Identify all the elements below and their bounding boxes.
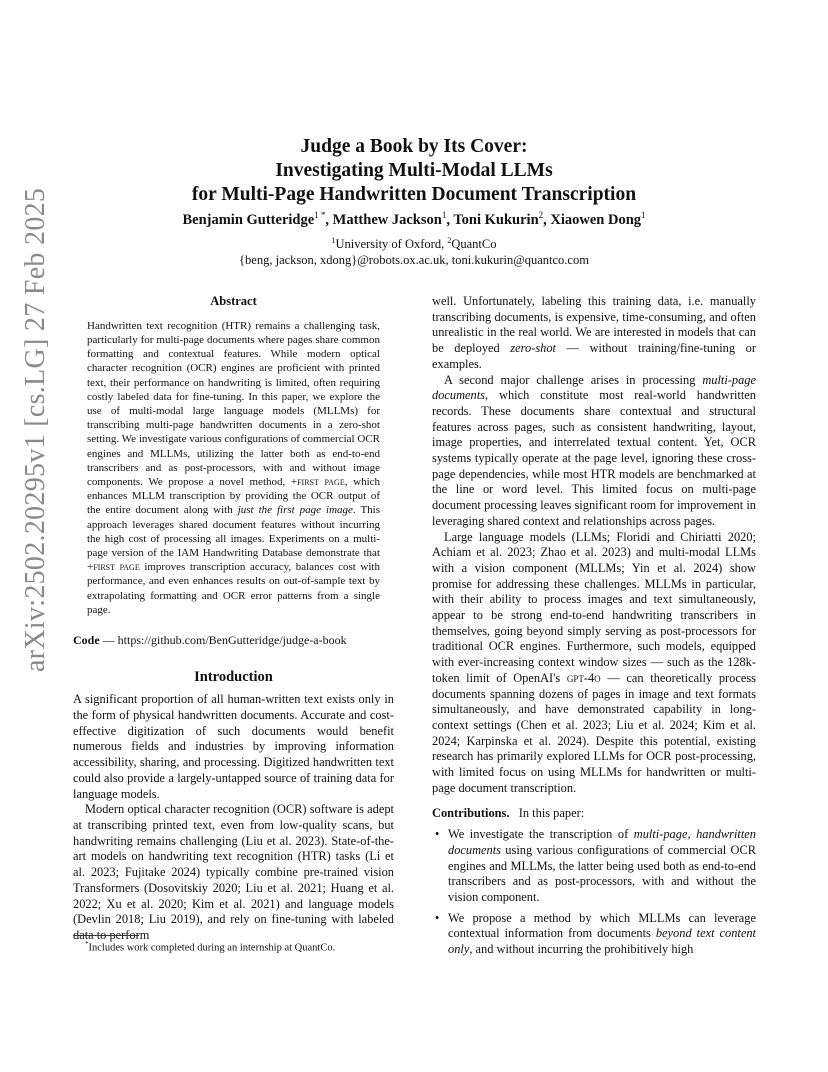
- affiliation-line: [0, 233, 828, 252]
- footnote-rule: [73, 935, 139, 936]
- affil-mark-1: 1: [331, 236, 336, 245]
- affiliations: [0, 233, 828, 268]
- right-column: [432, 294, 756, 963]
- author-3: Toni Kukurin: [453, 211, 539, 228]
- footnote-mark: *: [85, 940, 89, 948]
- method-name: +first page: [290, 475, 345, 488]
- intro-paragraph-1: A significant proportion of all human-written text exists only in the form of physical handwritten documents. Accurate and cost-effective digitization of such documents would benefit numerous fields and industries by improving information accessibility, sharing, and processing. Digitized handwritten text could also provide a largely-untapped source of training data for language models.: [73, 692, 394, 801]
- list-item: [448, 827, 756, 906]
- method-name: +first page: [87, 561, 140, 574]
- text-run: — without training/fine-tuning or examples.: [432, 341, 756, 371]
- title-line-3: for Multi-Page Handwritten Document Transcription: [191, 184, 637, 205]
- text-run: , which constitute most real-world handwritten records. These documents share contextual and structural features across pages, such as consistent handwriting, layout, image properties, and interrelated textual content. Yet, OCR systems typically operate at the page level, ignoring these cross-page dependencies, while most HTR models are benchmarked at the line or word level. This limited focus on multi-page document processing leaves significant room for improvement in leveraging shared context and relationships across pages.: [432, 388, 756, 528]
- author-2-affil: 1: [441, 210, 447, 220]
- affil-oxford: University of Oxford,: [335, 237, 448, 252]
- intro-paragraph-2: Modern optical character recognition (OCR) software is adept at transcribing printed text, even from low-quality scans, but handwriting remains challenging (Liu et al. 2023). State-of-the-art models on handwriting text recognition (HTR) tasks (Li et al. 2023; Fujitake 2024) typically combine pre-trained vision Transformers (Dosovitskiy 2020; Liu et al. 2021; Huang et al. 2022; Xu et al. 2020; Kim et al. 2021) and language models (Devlin 2018; Liu 2019), and rely on fine-tuning with labeled data to perform: [73, 802, 394, 942]
- list-item: [448, 911, 756, 958]
- contributions-intro: [432, 806, 756, 822]
- left-column: [73, 294, 394, 944]
- title-line-1: Judge a Book by Its Cover:: [300, 136, 528, 157]
- arxiv-identifier: arXiv:2502.20295v1 [cs.LG] 27 Feb 2025: [20, 187, 51, 672]
- author-emails: {beng, jackson, xdong}@robots.ox.ac.uk, toni.kukurin@quantco.com: [239, 253, 589, 268]
- abstract-text-4: improves transcription accuracy, balances cost with performance, and even enhances results on out-of-sample text by extrapolating formatting and OCR error patterns from a single page.: [87, 561, 380, 616]
- author-3-affil: 2: [538, 210, 544, 220]
- emphasis: multi-page documents: [432, 372, 756, 403]
- text-run: Large language models (LLMs; Floridi and Chiriatti 2020; Achiam et al. 2023; Zhao et al. 2023) and multi-modal LLMs with a vision component (MLLMs; Yin et al. 2024) show promise for addressing these challenges. MLLMs in particular, with their ability to process images and text simultaneously, appear to be strong end-to-end handwriting transcribers in themselves, going beyond simply serving as post-processors for traditional OCR engines. Furthermore, such models, equipped with ever-increasing context window sizes — such as the 128k-token limit of OpenAI's: [432, 529, 756, 685]
- abstract-text-2: , which enhances MLLM transcription by providing the OCR output of the entire document along with: [87, 475, 381, 517]
- emphasis: beyond text content only: [448, 926, 756, 957]
- abstract-heading: Abstract: [210, 294, 257, 308]
- abstract-text-1: Handwritten text recognition (HTR) remains a challenging task, particularly for multi-page documents where pages share common formatting and contextual features. While modern optical character recognition (OCR) engines are proficient with printed text, their performance on handwriting is limited, often requiring costly labeled data for fine-tuning. In this paper, we explore the use of multi-modal large language models (MLLMs) for transcribing multi-page handwritten documents in a zero-shot setting. We investigate various configurations of commercial OCR engines and MLLMs, utilizing the latter both as end-to-end transcribers and as post-processors, with and without image components. We propose a novel method,: [87, 319, 380, 488]
- text-run: A second major challenge arises in processing: [444, 372, 703, 387]
- code-link[interactable]: [73, 633, 394, 649]
- author-4-affil: 1: [641, 210, 646, 220]
- contributions-text: In this paper:: [509, 805, 585, 820]
- model-name: gpt-4o: [566, 670, 601, 685]
- affil-quantco: QuantCo: [451, 237, 497, 252]
- text-run: — can theoretically process documents spanning dozens of pages in image and text formats simultaneously, and have demonstrated capability in long-context settings (Chen et al. 2023; Liu et al. 2024; Kim et al. 2024; Karpinska et al. 2024). Despite this potential, existing research has primarily explored LLMs for OCR post-processing, with limited focus on using MLLMs for handwritten or multi-page document transcription.: [432, 670, 756, 795]
- author-1-affil: 1 *: [314, 210, 326, 220]
- right-paragraph-1: [432, 294, 756, 373]
- code-label: Code: [73, 632, 100, 647]
- right-paragraph-2: [432, 373, 756, 530]
- affil-mark-2: 2: [447, 236, 452, 245]
- abstract-body: [87, 319, 380, 617]
- text-run: using various configurations of commercial OCR engines and MLLMs, the latter being used both as end-to-end transcribers and as post-processors, with and without the vision component.: [448, 842, 756, 905]
- text-run: well. Unfortunately, labeling this training data, i.e. manually transcribing documents, is expensive, time-consuming, and often unrealistic in the real world. We are interested in models that can be deployed: [432, 294, 756, 356]
- text-run: We investigate the transcription of: [448, 827, 634, 842]
- author-2: Matthew Jackson: [332, 211, 442, 228]
- author-4: Xiaowen Dong: [550, 211, 642, 228]
- author-1: Benjamin Gutteridge: [182, 211, 315, 228]
- author-list: Benjamin Gutteridge$^{1 *}$, Matthew Jackson$^1$, Toni Kukurin$^2$, Xiaowen Dong$^1$: [182, 210, 646, 228]
- emphasis: multi-page, handwritten documents: [448, 827, 756, 857]
- contributions-list: [432, 827, 756, 958]
- title-line-2: Investigating Multi-Modal LLMs: [275, 160, 553, 181]
- contributions-label: Contributions.: [432, 805, 510, 820]
- footnote-text: Includes work completed during an internship at QuantCo.: [88, 942, 336, 954]
- abstract-text-3: . This approach leverages shared document features without incurring the high cost of processing all images. Experiments on a multi-page version of the IAM Handwriting Database demonstrate that: [87, 504, 380, 559]
- code-url[interactable]: — https://github.com/BenGutteridge/judge-a-book: [99, 632, 347, 647]
- footnote: [85, 940, 335, 954]
- text-run: , and without incurring the prohibitively high: [469, 942, 694, 957]
- abstract-emphasis: just the first page image: [237, 504, 353, 517]
- paper-title: [0, 135, 828, 207]
- right-paragraph-3: [432, 530, 756, 797]
- emphasis: zero-shot: [510, 341, 556, 356]
- introduction-heading: Introduction: [194, 668, 273, 685]
- text-run: We propose a method by which MLLMs can leverage contextual information from documents: [448, 910, 756, 941]
